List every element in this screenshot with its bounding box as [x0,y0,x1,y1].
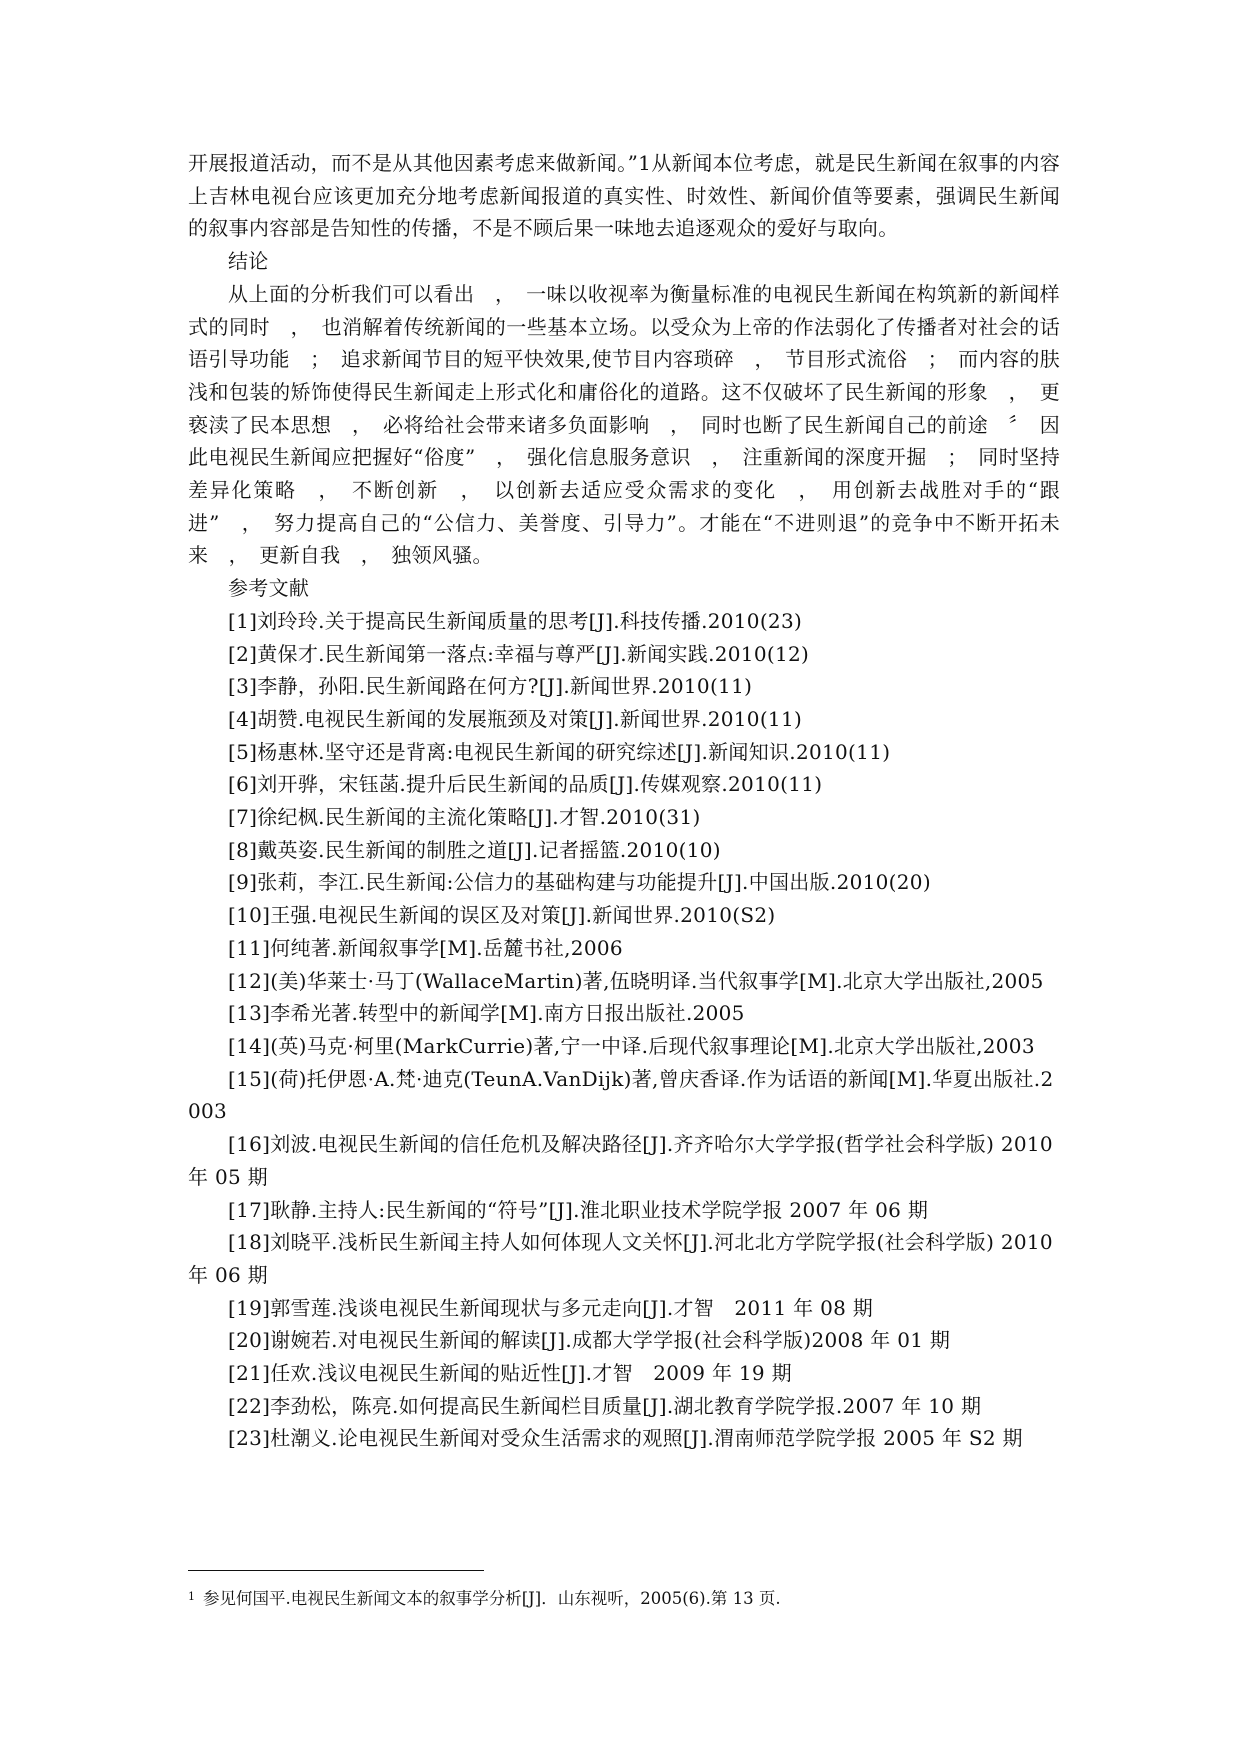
footnote-marker: 1 [188,1590,195,1603]
conclusion-heading: 结论 [228,249,269,274]
conclusion-paragraph: 从上面的分析我们可以看出 ， 一味以收视率为衡量标准的电视民生新闻在构筑新的新闻样式的同时 ， 也消解着传统新闻的一些基本立场。以受众为上帝的作法弱化了传播者对社会的话语引导功能 ； 追求新闻节目的短平快效果,使节目内容琐碎 ， 节目形式流俗 ； 而内容的肤浅和包装的矫饰使得民生新闻走上形式化和庸俗化的道路。这不仅破坏了民生新闻的形象 ， 更亵渎了民本思想 ， 必将给社会带来诸多负面影响 ， 同时也断了民生新闻自己的前途 〞 因此电视民生新闻应把握好“俗度” ， 强化信息服务意识 ， 注重新闻的深度开掘 ； 同时坚持差异化策略 ， 不断创新 ， 以创新去适应受众需求的变化 ， 用创新去战胜对手的“跟进” ， 努力提高自己的“公信力、美誉度、引导力”。才能在“不进则退”的竞争中不断开拓未来 ， 更新自我 ， 独领风骚。 [188,281,1060,568]
reference-list [188,605,1060,1455]
reference-item: [9]张莉，李江.民生新闻:公信力的基础构建与功能提升[J].中国出版.2010(20) [228,870,931,895]
paragraph-continuation: 开展报道活动，而不是从其他因素考虑来做新闻。”1从新闻本位考虑，就是民生新闻在叙事的内容上吉林电视台应该更加充分地考虑新闻报道的真实性、时效性、新闻价值等要素，强调民生新闻的叙事内容部是告知性的传播，不是不顾后果一味地去追逐观众的爱好与取向。 [188,151,1060,241]
reference-item: [16]刘波.电视民生新闻的信任危机及解决路径[J].齐齐哈尔大学学报(哲学社会科学版) 2010 年 05 期 [188,1132,1053,1189]
footnote-text: 参见何国平.电视民生新闻文本的叙事学分析[J]．山东视听，2005(6).第 13 页. [203,1589,781,1608]
reference-item: [19]郭雪莲.浅谈电视民生新闻现状与多元走向[J].才智 2011 年 08 期 [228,1295,874,1320]
footnote-divider [188,1570,484,1571]
reference-item: [23]杜潮义.论电视民生新闻对受众生活需求的观照[J].渭南师范学院学报 2005 年 S2 期 [228,1426,1023,1451]
reference-item: [20]谢婉若.对电视民生新闻的解读[J].成都大学学报(社会科学版)2008 年 01 期 [228,1328,951,1353]
reference-item: [8]戴英姿.民生新闻的制胜之道[J].记者摇篮.2010(10) [228,837,721,862]
references-heading: 参考文献 [228,576,310,601]
reference-item: [7]徐纪枫.民生新闻的主流化策略[J].才智.2010(31) [228,805,701,830]
reference-item: [12](美)华莱士·马丁(WallaceMartin)著,伍晓明译.当代叙事学[M].北京大学出版社,2005 [228,968,1044,993]
reference-item: [10]王强.电视民生新闻的误区及对策[J].新闻世界.2010(S2) [228,903,776,928]
reference-item: [14](英)马克·柯里(MarkCurrie)著,宁一中译.后现代叙事理论[M].北京大学出版社,2003 [228,1033,1035,1058]
reference-item: [1]刘玲玲.关于提高民生新闻质量的思考[J].科技传播.2010(23) [228,608,803,633]
reference-item: [4]胡赞.电视民生新闻的发展瓶颈及对策[J].新闻世界.2010(11) [228,706,803,731]
reference-item: [17]耿静.主持人:民生新闻的“符号”[J].淮北职业技术学院学报 2007 年 06 期 [228,1197,929,1222]
body-text [188,147,1060,1455]
reference-item: [13]李希光著.转型中的新闻学[M].南方日报出版社.2005 [228,1001,745,1026]
reference-item: [2]黄保才.民生新闻第一落点:幸福与尊严[J].新闻实践.2010(12) [228,641,810,666]
reference-item: [15](荷)托伊恩·A.梵·迪克(TeunA.VanDijk)著,曾庆香译.作为话语的新闻[M].华夏出版社.2003 [188,1066,1054,1124]
reference-item: [3]李静，孙阳.民生新闻路在何方?[J].新闻世界.2010(11) [228,674,753,699]
reference-item: [18]刘晓平.浅析民生新闻主持人如何体现人文关怀[J].河北北方学院学报(社会科学版) 2010 年 06 期 [188,1230,1053,1287]
reference-item: [22]李劲松，陈亮.如何提高民生新闻栏目质量[J].湖北教育学院学报.2007 年 10 期 [228,1393,982,1418]
footnote [188,1587,1060,1611]
reference-item: [5]杨惠林.坚守还是背离:电视民生新闻的研究综述[J].新闻知识.2010(11) [228,739,891,764]
reference-item: [6]刘开骅，宋钰菡.提升后民生新闻的品质[J].传媒观察.2010(11) [228,772,823,797]
reference-item: [21]任欢.浅议电视民生新闻的贴近性[J].才智 2009 年 19 期 [228,1361,792,1386]
reference-item: [11]何纯著.新闻叙事学[M].岳麓书社,2006 [228,935,623,960]
